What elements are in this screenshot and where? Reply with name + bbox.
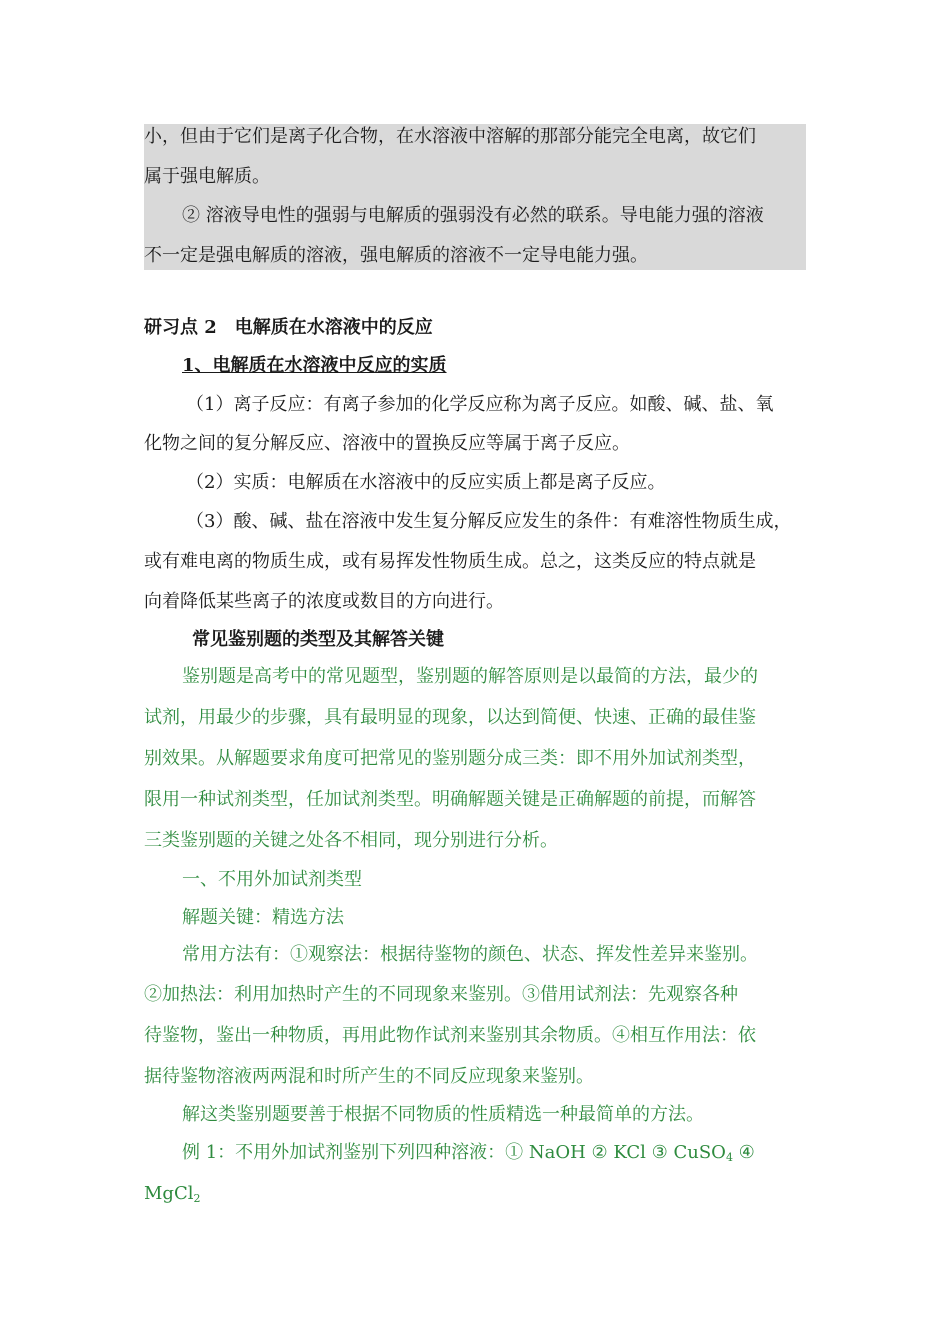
- green-line-9: ②加热法：利用加热时产生的不同现象来鉴别。③借用试剂法：先观察各种: [144, 984, 738, 1005]
- body-line-6: 向着降低某些离子的浓度或数目的方向进行。: [144, 591, 504, 612]
- section-title: 研习点 2 电解质在水溶液中的反应: [144, 317, 433, 338]
- highlight-line-1: 小，但由于它们是离子化合物，在水溶液中溶解的那部分能完全电离，故它们: [144, 126, 756, 147]
- green-line-10: 待鉴物，鉴出一种物质，再用此物作试剂来鉴别其余物质。④相互作用法：依: [144, 1025, 756, 1046]
- highlight-line-3: ② 溶液导电性的强弱与电解质的强弱没有必然的联系。导电能力强的溶液: [182, 205, 764, 226]
- body-line-1: （1）离子反应：有离子参加的化学反应称为离子反应。如酸、碱、盐、氧: [186, 394, 774, 415]
- green-line-4: 限用一种试剂类型，任加试剂类型。明确解题关键是正确解题的前提，而解答: [144, 789, 756, 810]
- mgcl2-formula: MgCl: [144, 1183, 194, 1204]
- green-line-11: 据待鉴物溶液两两混和时所产生的不同反应现象来鉴别。: [144, 1066, 594, 1087]
- body-line-5: 或有难电离的物质生成，或有易挥发性物质生成。总之，这类反应的特点就是: [144, 551, 756, 572]
- highlight-line-2: 属于强电解质。: [144, 166, 270, 187]
- example-1-line: [182, 1143, 862, 1163]
- highlight-line-4: 不一定是强电解质的溶液，强电解质的溶液不一定导电能力强。: [144, 245, 648, 266]
- subsection-title: 1、电解质在水溶液中反应的实质: [182, 355, 447, 376]
- green-line-6: 一、不用外加试剂类型: [182, 869, 362, 890]
- green-line-5: 三类鉴别题的关键之处各不相同，现分别进行分析。: [144, 830, 558, 851]
- green-line-7: 解题关键：精选方法: [182, 907, 344, 928]
- example-1-circle-4: ④: [738, 1142, 755, 1163]
- example-1-text: 例 1：不用外加试剂鉴别下列四种溶液：① NaOH ② KCl ③ CuSO: [182, 1142, 726, 1163]
- body-line-2: 化物之间的复分解反应、溶液中的置换反应等属于离子反应。: [144, 433, 630, 454]
- green-line-8: 常用方法有：①观察法：根据待鉴物的颜色、状态、挥发性差异来鉴别。: [182, 944, 758, 965]
- example-1-continuation: [144, 1184, 824, 1204]
- green-line-12: 解这类鉴别题要善于根据不同物质的性质精选一种最简单的方法。: [182, 1104, 704, 1125]
- cuso4-subscript: 4: [725, 1151, 733, 1164]
- body-line-3: （2）实质：电解质在水溶液中的反应实质上都是离子反应。: [186, 472, 666, 493]
- green-line-1: 鉴别题是高考中的常见题型，鉴别题的解答原则是以最简的方法，最少的: [182, 666, 758, 687]
- green-section-heading: 常见鉴别题的类型及其解答关键: [192, 629, 444, 650]
- body-line-4: （3）酸、碱、盐在溶液中发生复分解反应发生的条件：有难溶性物质生成，: [186, 511, 792, 532]
- mgcl2-subscript: 2: [193, 1192, 201, 1205]
- green-line-3: 别效果。从解题要求角度可把常见的鉴别题分成三类：即不用外加试剂类型，: [144, 748, 756, 769]
- green-line-2: 试剂，用最少的步骤，具有最明显的现象，以达到简便、快速、正确的最佳鉴: [144, 707, 756, 728]
